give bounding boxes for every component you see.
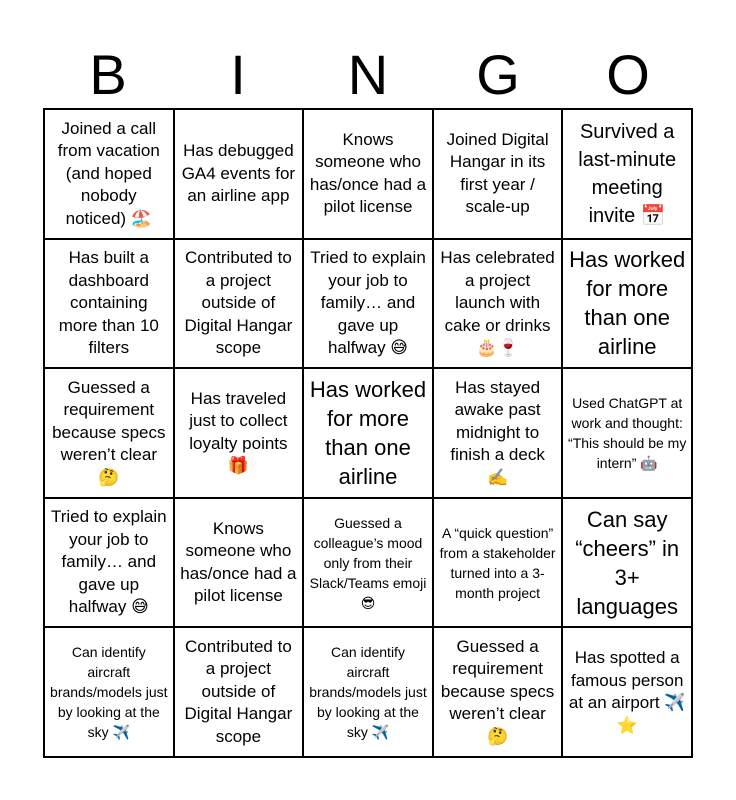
bingo-cell[interactable] <box>303 627 433 757</box>
bingo-cell[interactable] <box>562 627 692 757</box>
bingo-cell[interactable] <box>303 498 433 628</box>
bingo-cell[interactable] <box>433 239 563 369</box>
bingo-cell[interactable] <box>174 368 304 498</box>
cell-text: Can say “cheers” in 3+ languages <box>575 506 680 619</box>
cell-text: Has worked for more than one airline <box>569 247 686 360</box>
bingo-cell[interactable] <box>562 498 692 628</box>
cell-text: Can identify aircraft brands/models just by looking at the sky ✈️ <box>309 644 427 741</box>
cell-text: Has worked for more than one airline <box>309 376 427 489</box>
cell-text: Has debugged GA4 events for an airline app <box>181 141 296 206</box>
header-letter-n: N <box>347 43 389 106</box>
cell-text: Guessed a requirement because specs weren’t clear 🤔 <box>52 377 166 487</box>
bingo-cell[interactable] <box>433 109 563 239</box>
cell-text: Contributed to a project outside of Digital Hangar scope <box>184 248 293 358</box>
cell-text: A “quick question” from a stakeholder turned into a 3-month project <box>439 524 556 601</box>
header-letter-b: B <box>89 43 127 106</box>
bingo-cell[interactable] <box>303 239 433 369</box>
header-letter-o: O <box>606 43 650 106</box>
bingo-cell[interactable] <box>174 239 304 369</box>
cell-text: Contributed to a project outside of Digital Hangar scope <box>184 636 293 746</box>
bingo-cell[interactable] <box>44 368 174 498</box>
cell-text: Joined a call from vacation (and hoped nobody noticed) 🏖️ <box>57 118 160 228</box>
bingo-grid <box>43 108 693 758</box>
header-letter-i: I <box>230 43 246 106</box>
cell-text: Has built a dashboard containing more than 10 filters <box>58 248 159 358</box>
bingo-cell[interactable] <box>562 368 692 498</box>
cell-text: Guessed a colleague’s mood only from their Slack/Teams emoji 😎 <box>309 514 427 611</box>
cell-text: Has stayed awake past midnight to finish a deck ✍️ <box>450 377 545 487</box>
bingo-cell[interactable] <box>174 627 304 757</box>
bingo-cell[interactable] <box>174 498 304 628</box>
header-letter-g: G <box>476 43 520 106</box>
bingo-cell[interactable] <box>433 368 563 498</box>
cell-text: Tried to explain your job to family… and gave up halfway 😅 <box>50 507 167 617</box>
bingo-cell[interactable] <box>174 109 304 239</box>
cell-text: Joined Digital Hangar in its first year / scale-up <box>446 129 549 217</box>
bingo-cell[interactable] <box>44 498 174 628</box>
bingo-cell[interactable] <box>44 109 174 239</box>
cell-text: Knows someone who has/once had a pilot license <box>180 518 297 606</box>
bingo-header <box>43 42 693 108</box>
cell-text: Has spotted a famous person at an airport ✈️⭐ <box>568 648 686 735</box>
cell-text: Tried to explain your job to family… and gave up halfway 😅 <box>310 248 426 358</box>
bingo-cell[interactable] <box>44 627 174 757</box>
cell-text: Survived a last-minute meeting invite 📅 <box>578 120 677 227</box>
bingo-cell[interactable] <box>433 627 563 757</box>
bingo-cell[interactable] <box>433 498 563 628</box>
bingo-cell[interactable] <box>303 109 433 239</box>
cell-text: Guessed a requirement because specs weren’t clear 🤔 <box>440 636 555 746</box>
bingo-cell[interactable] <box>562 239 692 369</box>
bingo-cell[interactable] <box>303 368 433 498</box>
cell-text: Has traveled just to collect loyalty points 🎁 <box>189 388 288 476</box>
cell-text: Can identify aircraft brands/models just by looking at the sky ✈️ <box>50 644 168 741</box>
cell-text: Knows someone who has/once had a pilot license <box>309 129 427 217</box>
cell-text: Has celebrated a project launch with cake or drinks 🎂🍷 <box>440 248 555 358</box>
bingo-cell[interactable] <box>44 239 174 369</box>
bingo-cell[interactable] <box>562 109 692 239</box>
cell-text: Used ChatGPT at work and thought: “This should be my intern” 🤖 <box>568 394 687 471</box>
